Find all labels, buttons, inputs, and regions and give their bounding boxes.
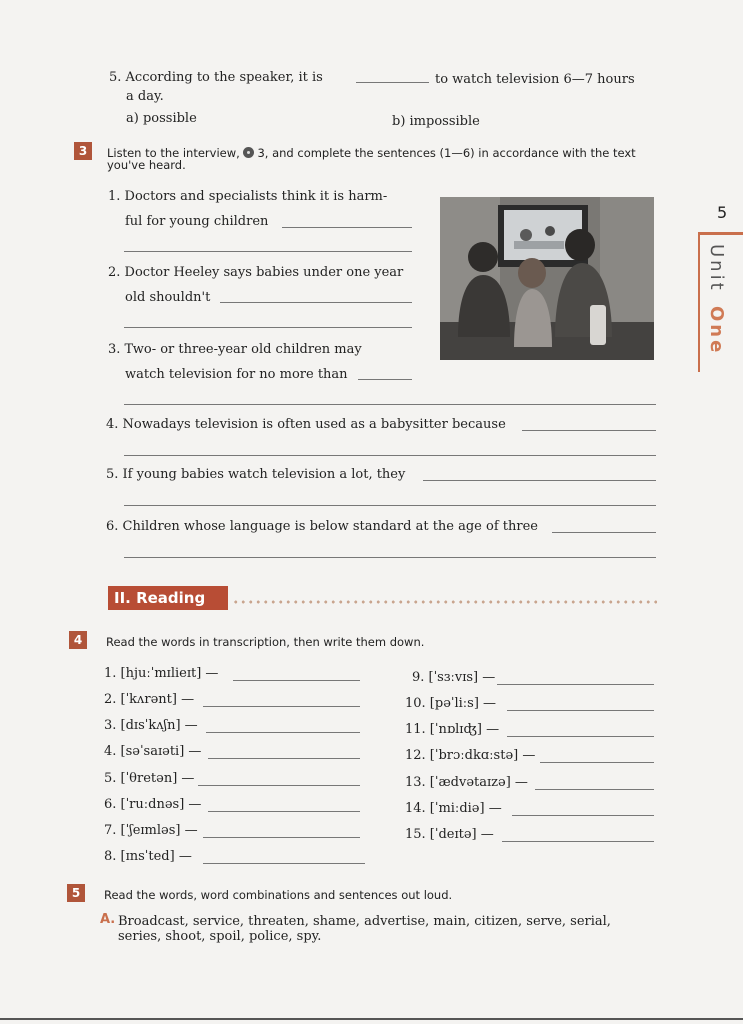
task4-answer-line-10[interactable] — [507, 710, 654, 711]
q5-text-line2: a day. — [126, 89, 164, 104]
audio-disc-icon[interactable] — [243, 147, 254, 158]
task3-item2-answer-line2[interactable] — [124, 327, 412, 328]
tv-scene-illustration — [440, 197, 654, 360]
task3-item4-line1: 4. Nowadays television is often used as a babysitter because — [106, 417, 506, 432]
task3-item3-answer-line2[interactable] — [124, 404, 656, 405]
task3-item2-line2: old shouldn't — [125, 290, 211, 305]
task5-instruction: Read the words, word combinations and sentences out loud. — [104, 888, 453, 902]
task4-word-1: 1. [hjuːˈmɪlieɪt] — — [104, 666, 219, 681]
task4-answer-line-9[interactable] — [497, 684, 654, 685]
task4-answer-line-2[interactable] — [203, 706, 360, 707]
task4-word-10: 10. [pəˈliːs] — — [405, 696, 497, 711]
task3-badge: 3 — [74, 142, 92, 160]
task4-answer-line-15[interactable] — [502, 841, 654, 842]
unit-tab-rule — [698, 232, 743, 235]
unit-word: Unit — [706, 244, 727, 293]
page-number: 5 — [717, 203, 728, 222]
task4-answer-line-13[interactable] — [535, 789, 654, 790]
page-bottom-rule — [0, 1018, 743, 1020]
task5-badge: 5 — [67, 884, 85, 902]
task4-badge: 4 — [69, 631, 87, 649]
q5-text-after: to watch television 6—7 hours — [435, 72, 635, 87]
task4-answer-line-3[interactable] — [206, 732, 360, 733]
task5-line1: Broadcast, service, threaten, shame, advertise, main, citizen, serve, serial, — [118, 914, 611, 929]
task4-answer-line-12[interactable] — [540, 762, 654, 763]
task3-instruction-line1: Listen to the interview, — [107, 146, 244, 160]
task3-item1-answer-line[interactable] — [282, 227, 412, 228]
task4-word-15: 15. [ˈdeɪtə] — — [405, 827, 494, 842]
task4-answer-line-8[interactable] — [203, 863, 365, 864]
task3-item1-line1: 1. Doctors and specialists think it is harm- — [108, 189, 388, 204]
task4-answer-line-5[interactable] — [198, 785, 360, 786]
task3-item3-line1: 3. Two- or three-year old children may — [108, 342, 362, 357]
task4-word-6: 6. [ˈruːdnəs] — — [104, 797, 202, 812]
task3-instruction-track: 3, and complete the sentences (1—6) in accordance with the text — [257, 146, 636, 160]
task4-word-4: 4. [səˈsaɪəti] — — [104, 744, 202, 759]
task3-item1-answer-line2[interactable] — [124, 251, 412, 252]
task4-instruction: Read the words in transcription, then write them down. — [106, 635, 425, 649]
q5-option-a[interactable]: a) possible — [126, 111, 197, 126]
unit-side-label — [700, 244, 730, 384]
q5-text-before: 5. According to the speaker, it is — [109, 70, 323, 85]
unit-name: One — [706, 306, 727, 356]
section-dotted-rule — [232, 599, 657, 605]
task4-answer-line-14[interactable] — [512, 815, 654, 816]
section-title-reading: II. Reading — [108, 586, 228, 610]
task3-item2-line1: 2. Doctor Heeley says babies under one year — [108, 265, 404, 280]
task4-word-8: 8. [ɪnsˈted] — — [104, 849, 192, 864]
task3-instruction — [107, 147, 636, 160]
task4-answer-line-11[interactable] — [507, 736, 654, 737]
task4-word-5: 5. [ˈθretən] — — [104, 771, 195, 786]
task5-line2: series, shoot, spoil, police, spy. — [118, 929, 322, 944]
task4-answer-line-1[interactable] — [233, 680, 360, 681]
task4-answer-line-7[interactable] — [203, 837, 360, 838]
task3-item4-answer-line2[interactable] — [124, 455, 656, 456]
task3-item6-answer-line2[interactable] — [124, 557, 656, 558]
task4-answer-line-6[interactable] — [208, 811, 360, 812]
task3-item4-answer-line[interactable] — [522, 430, 656, 431]
task3-instruction-line2: you've heard. — [107, 158, 186, 172]
task3-item3-answer-line[interactable] — [358, 379, 412, 380]
task3-item5-line1: 5. If young babies watch television a lot, they — [106, 467, 406, 482]
child-right-head — [565, 229, 595, 261]
task4-word-14: 14. [ˈmiːdiə] — — [405, 801, 502, 816]
task3-item1-line2: ful for young children — [125, 214, 269, 229]
task4-word-7: 7. [ˈʃeɪmləs] — — [104, 823, 198, 838]
task4-word-9: 9. [ˈsɜːvɪs] — — [412, 670, 496, 685]
task5-part-label: A. — [100, 912, 116, 927]
task4-word-11: 11. [ˈnɒlɪʤ] — — [405, 722, 500, 737]
task4-word-13: 13. [ˈædvətaɪzə] — — [405, 775, 528, 790]
task3-item5-answer-line[interactable] — [423, 480, 656, 481]
task4-word-12: 12. [ˈbrɔːdkɑːstə] — — [405, 748, 536, 763]
task4-word-2: 2. [ˈkʌrənt] — — [104, 692, 195, 707]
task4-word-3: 3. [dɪsˈkʌʃn] — — [104, 718, 198, 733]
task4-answer-line-4[interactable] — [208, 758, 360, 759]
task3-item5-answer-line2[interactable] — [124, 505, 656, 506]
q5-option-b[interactable]: b) impossible — [392, 114, 480, 129]
child-middle-head — [518, 258, 546, 288]
q5-answer-line[interactable] — [356, 82, 429, 83]
task3-item6-answer-line[interactable] — [552, 532, 656, 533]
bottle — [590, 305, 606, 345]
children-watching-tv-photo — [440, 197, 654, 360]
task3-item2-answer-line[interactable] — [220, 302, 412, 303]
task3-item6-line1: 6. Children whose language is below standard at the age of three — [106, 519, 538, 534]
task3-item3-line2: watch television for no more than — [125, 367, 348, 382]
child-left-head — [468, 242, 498, 272]
